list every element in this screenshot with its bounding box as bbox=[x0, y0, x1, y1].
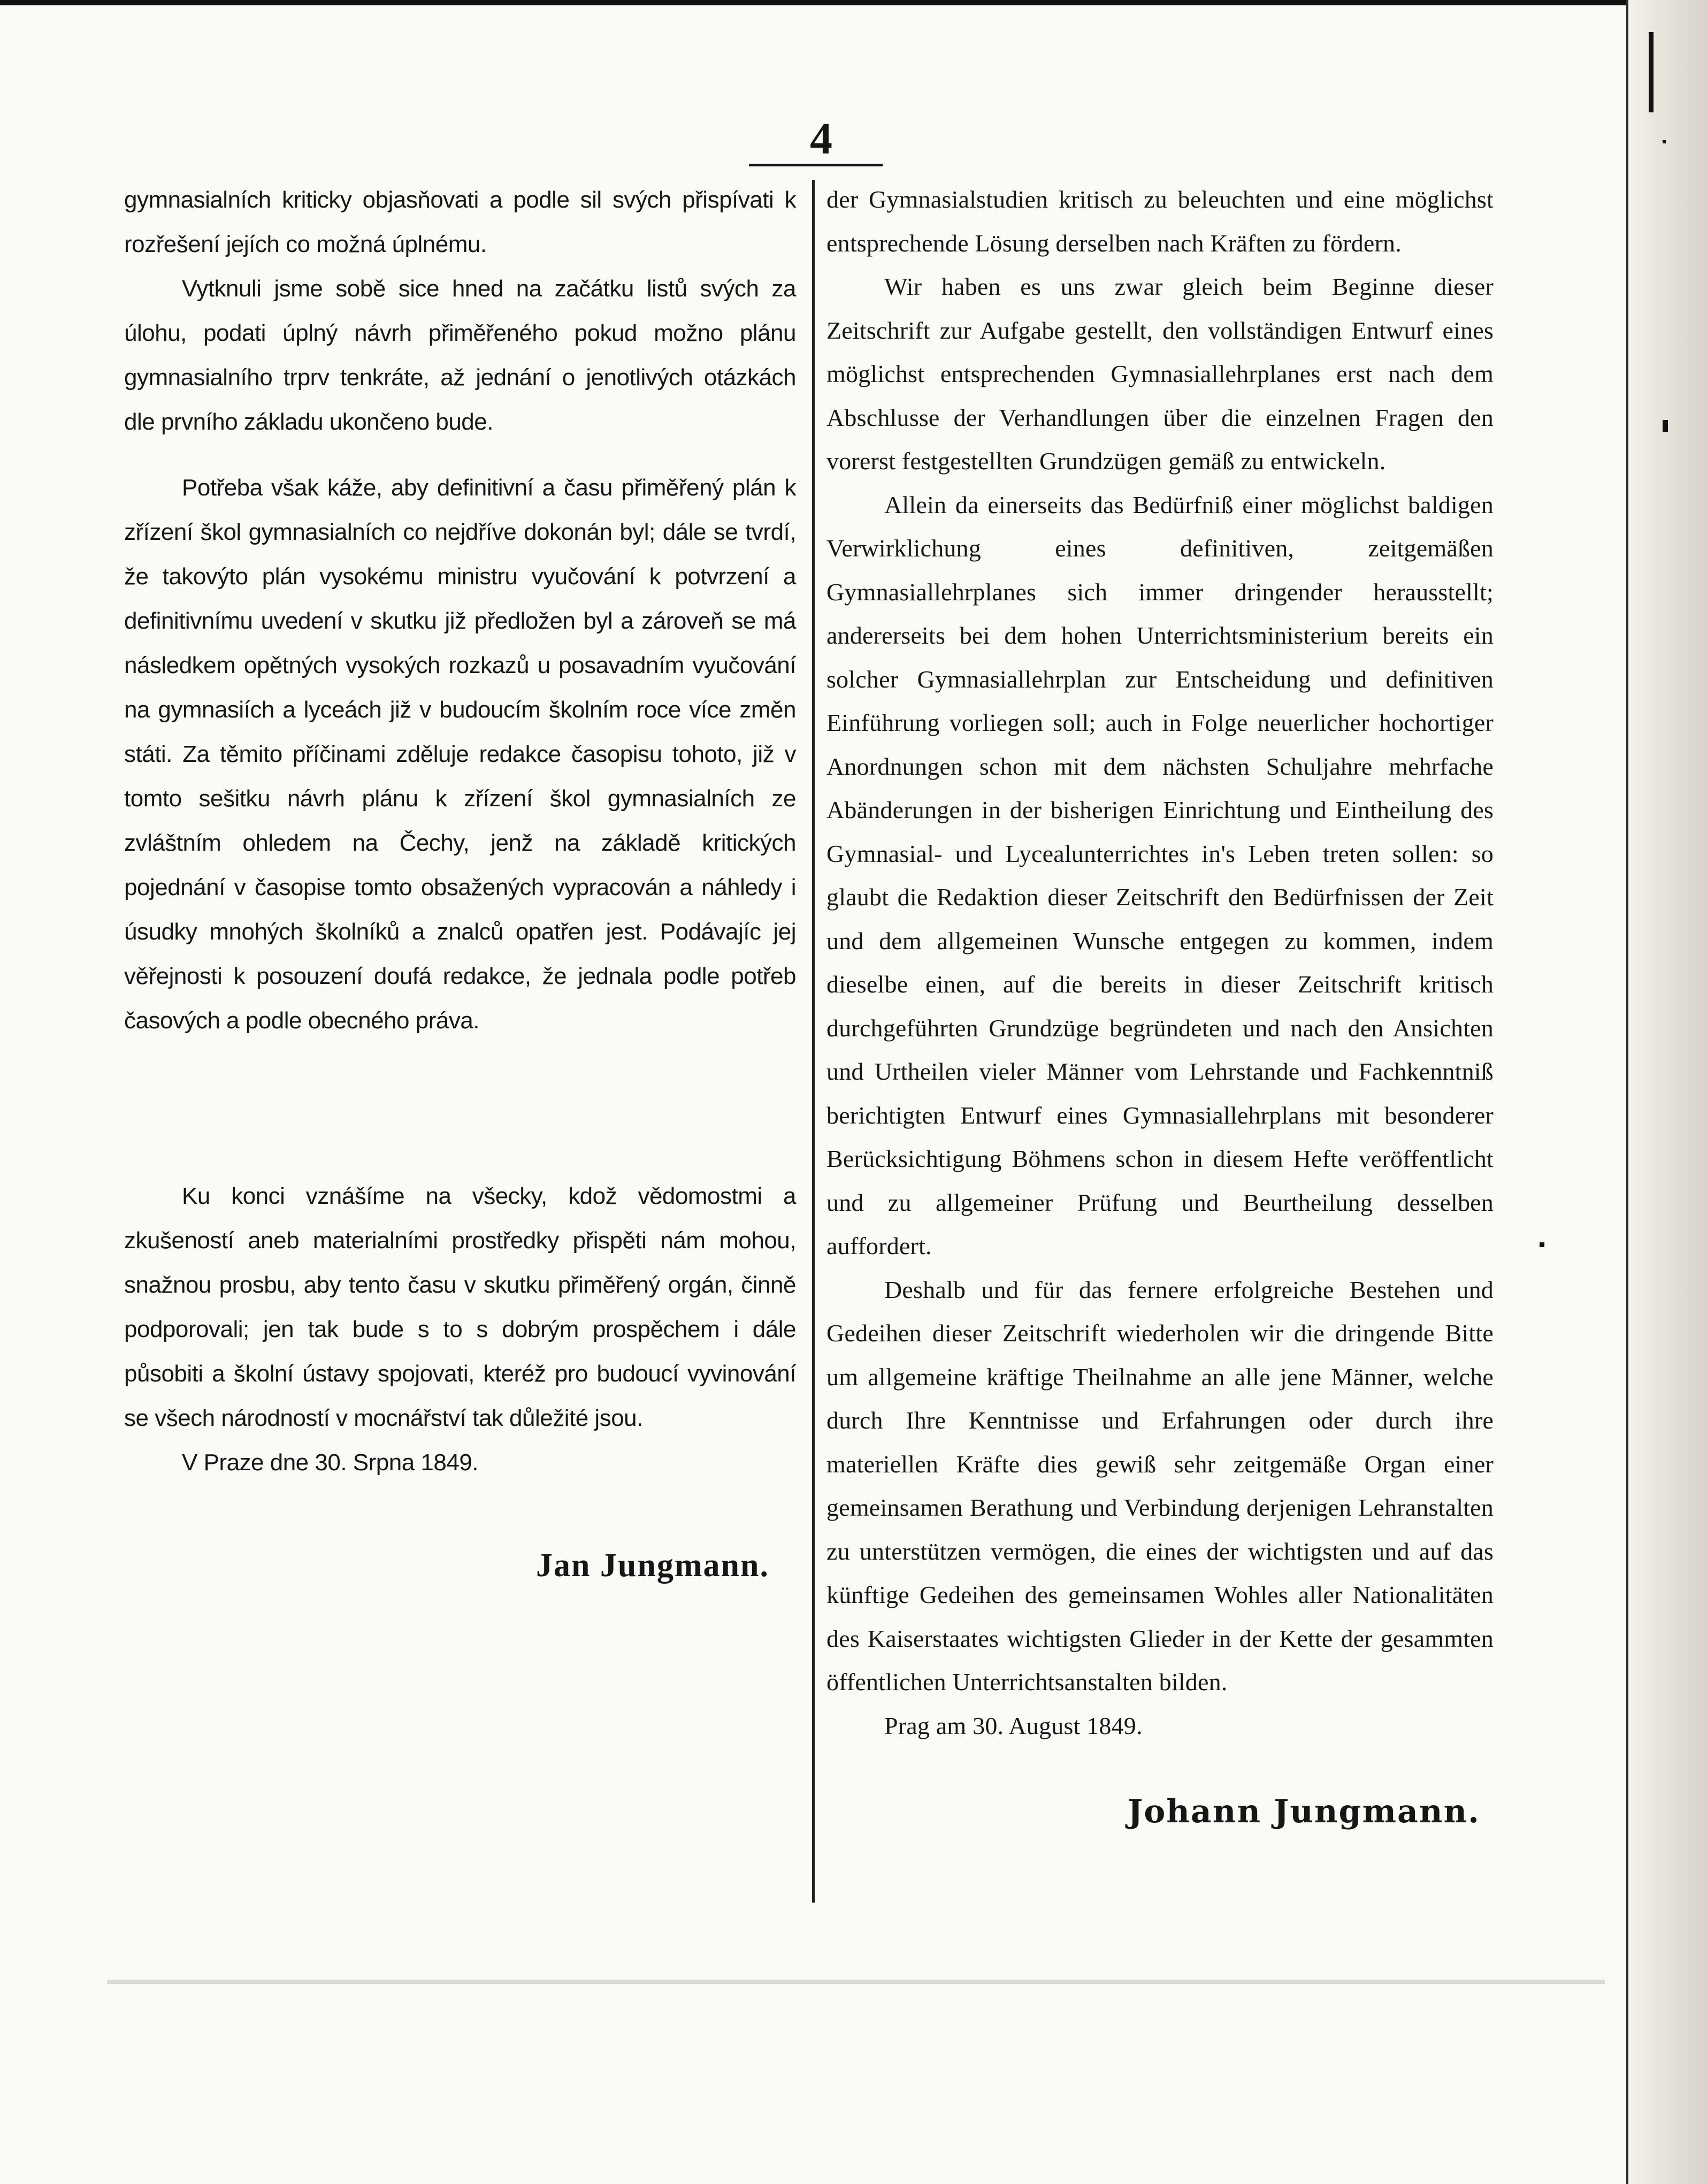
paragraph: Wir haben es uns zwar gleich beim Beginne dieser Zeitschrift zur Aufgabe gestellt, den vollständigen Entwurf eines möglichst entsprechenden Gymnasiallehrplanes erst nach dem Abschlusse der Verhandlungen über die einzelnen Fragen den vorerst festgestellten Grundzügen gemäß zu entwickeln. bbox=[826, 273, 1494, 475]
edge-mark bbox=[1663, 140, 1666, 143]
paragraph: Allein da einerseits das Bedürfniß einer möglichst baldigen Verwirklichung eines definitiven, zeitgemäßen Gymnasiallehrplanes sich immer dringender herausstellt; andererseits bei dem hohen Unterrichtsministerium bereits ein solcher Gymnasiallehrplan zur Entscheidung und definitiven Einführung vorliegen soll; auch in Folge neuerlicher hochortiger Anordnungen schon mit dem nächsten Schuljahre mehrfache Abänderungen in der bisherigen Einrichtung und Eintheilung des Gymnasial- und Lycealunterrichtes in's Leben treten sollen: so glaubt die Redaktion dieser Zeitschrift den Bedürfnissen der Zeit und dem allgemeinen Wunsche entgegen zu kommen, indem dieselbe einen, auf die bereits in dieser Zeitschrift kritisch durchgeführten Grundzüge begründeten und nach den Ansichten und Urtheilen vieler Männer vom Lehrstande und Fachkenntniß berichtigten Entwurf eines Gymnasiallehrplans mit besonderer Berücksichtigung Böhmens schon in diesem Hefte veröffentlicht und zu allgemeiner Prüfung und Beurtheilung desselben auffordert. bbox=[826, 491, 1494, 1259]
german-column bbox=[826, 178, 1494, 1834]
edge-mark bbox=[1540, 1242, 1544, 1247]
paragraph: Potřeba však káže, aby definitivní a času přiměřený plán k zřízení škol gymnasialních co nejdříve dokonán byl; dále se tvrdí, že takovýto plán vysokému ministru vyučování k potvrzení a definitivnímu uvedení v skutku již předložen byl a zároveň se má následkem opětných vysokých rozkazů u posavadním vyučování na gymnasiích a lyceách již v budoucím školním roce více změn státi. Za těmito příčinami zděluje redakce časopisu tohoto, již v tomto sešitku návrh plánu k zřízení škol gymnasialních ze zvláštním ohledem na Čechy, jenž na základě kritických pojednání v časopise tomto obsažených vypracován a náhledy i úsudky mnohých školníků a znalců opatřen jest. Podávajíc jej věřejnosti k posouzení doufá redakce, že jednala podle potřeb časových a podle obecného práva. bbox=[124, 475, 796, 1034]
paragraph: Ku konci vznášíme na všecky, kdož vědomostmi a zkušeností aneb materialními prostředky přispěti nám mohou, snažnou prosbu, aby tento času v skutku přiměřený orgán, činně podporovali; jen tak bude s to s dobrým prospěchem i dále působiti a školní ústavy spojovati, kteréž pro budoucí vyvinování se všech národností v mocnářství tak důležité jsou. bbox=[124, 1183, 796, 1431]
czech-column bbox=[124, 178, 796, 1588]
edge-mark bbox=[1663, 420, 1668, 432]
paragraph: der Gymnasialstudien kritisch zu beleuchten und eine möglichst entsprechende Lösung derselben nach Kräften zu fördern. bbox=[826, 186, 1494, 257]
signature: Johann Jungmann. bbox=[1127, 1793, 1480, 1830]
signature: Jan Jungmann. bbox=[535, 1547, 769, 1584]
show-through-mark bbox=[107, 1980, 1605, 1984]
edge-mark bbox=[1649, 32, 1654, 112]
top-border-rule bbox=[0, 0, 1672, 5]
date-line: V Praze dne 30. Srpna 1849. bbox=[182, 1449, 479, 1476]
paragraph: Deshalb und für das fernere erfolgreiche Bestehen und Gedeihen dieser Zeitschrift wiederholen wir die dringende Bitte um allgemeine kräftige Theilnahme an alle jene Männer, welche durch Ihre Kenntnisse und Erfahrungen oder durch ihre materiellen Kräfte dies gewiß sehr zeitgemäße Organ einer gemeinsamen Berathung und Verbindung derjenigen Lehranstalten zu unterstützen vermögen, die eines der wichtigsten und auf das künftige Gedeihen des gemeinsamen Wohles aller Nationalitäten des Kaiserstaates wichtigsten Glieder in der Kette der gesammten öffentlichen Unterrichtsanstalten bilden. bbox=[826, 1276, 1494, 1696]
page-edge-shadow bbox=[1626, 0, 1707, 2184]
column-divider bbox=[812, 180, 815, 1903]
page-number-rule bbox=[749, 164, 883, 166]
page-number: 4 bbox=[810, 114, 832, 164]
paragraph: gymnasialních kriticky objasňovati a podle sil svých přispívati k rozřešení jejích co možná úplnému. bbox=[124, 187, 796, 257]
paragraph: Vytknuli jsme sobě sice hned na začátku listů svých za úlohu, podati úplný návrh přiměřeného pokud možno plánu gymnasialního trprv tenkráte, až jednání o jenotlivých otázkách dle prvního základu ukončeno bude. bbox=[124, 276, 796, 435]
date-line: Prag am 30. August 1849. bbox=[884, 1712, 1143, 1739]
